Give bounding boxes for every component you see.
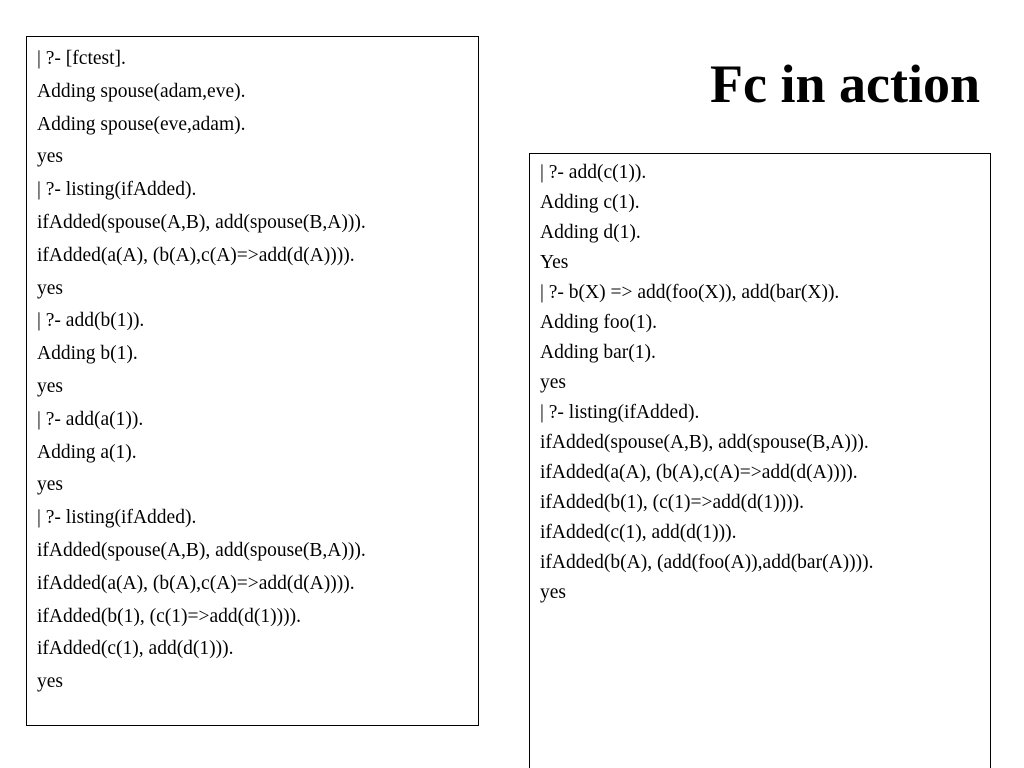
transcript-line: ifAdded(spouse(A,B), add(spouse(B,A))). — [37, 539, 366, 561]
transcript-line: ifAdded(spouse(A,B), add(spouse(B,A))). — [37, 211, 366, 233]
transcript-line: Yes — [540, 252, 569, 273]
transcript-line: yes — [540, 582, 566, 603]
transcript-line: ifAdded(b(1), (c(1)=>add(d(1)))). — [540, 492, 805, 513]
transcript-line: Adding bar(1). — [540, 342, 656, 363]
transcript-line: | ?- add(b(1)). — [37, 310, 145, 332]
prolog-transcript-right — [529, 153, 991, 768]
transcript-lines — [37, 43, 478, 699]
transcript-line: ifAdded(b(A), (add(foo(A)),add(bar(A)))). — [540, 552, 874, 573]
transcript-line: ifAdded(b(1), (c(1)=>add(d(1)))). — [37, 605, 302, 627]
transcript-line: yes — [37, 146, 63, 168]
transcript-line: ifAdded(a(A), (b(A),c(A)=>add(d(A)))). — [37, 572, 355, 594]
slide-title: Fc in action — [710, 54, 980, 114]
transcript-line: yes — [37, 474, 63, 496]
transcript-line: Adding spouse(adam,eve). — [37, 80, 246, 102]
transcript-line: Adding spouse(eve,adam). — [37, 113, 246, 135]
transcript-line: Adding d(1). — [540, 222, 641, 243]
transcript-line: ifAdded(c(1), add(d(1))). — [540, 522, 737, 543]
transcript-line: | ?- listing(ifAdded). — [37, 179, 197, 201]
transcript-line: ifAdded(a(A), (b(A),c(A)=>add(d(A)))). — [540, 462, 858, 483]
transcript-line: yes — [37, 375, 63, 397]
transcript-line: | ?- add(c(1)). — [540, 162, 647, 183]
transcript-line: | ?- listing(ifAdded). — [37, 507, 197, 529]
transcript-line: Adding foo(1). — [540, 312, 657, 333]
transcript-line: | ?- [fctest]. — [37, 48, 126, 69]
transcript-line: yes — [37, 277, 63, 299]
prolog-transcript-left — [26, 36, 479, 726]
transcript-line: ifAdded(spouse(A,B), add(spouse(B,A))). — [540, 432, 869, 453]
transcript-line: | ?- add(a(1)). — [37, 408, 144, 430]
transcript-line: Adding b(1). — [37, 343, 138, 365]
transcript-line: yes — [540, 372, 566, 393]
transcript-line: | ?- listing(ifAdded). — [540, 402, 700, 423]
transcript-lines — [540, 158, 990, 608]
transcript-line: Adding c(1). — [540, 192, 640, 213]
transcript-line: Adding a(1). — [37, 441, 137, 463]
transcript-line: ifAdded(a(A), (b(A),c(A)=>add(d(A)))). — [37, 244, 355, 266]
transcript-line: | ?- b(X) => add(foo(X)), add(bar(X)). — [540, 282, 840, 303]
transcript-line: yes — [37, 671, 63, 693]
transcript-line: ifAdded(c(1), add(d(1))). — [37, 638, 234, 660]
